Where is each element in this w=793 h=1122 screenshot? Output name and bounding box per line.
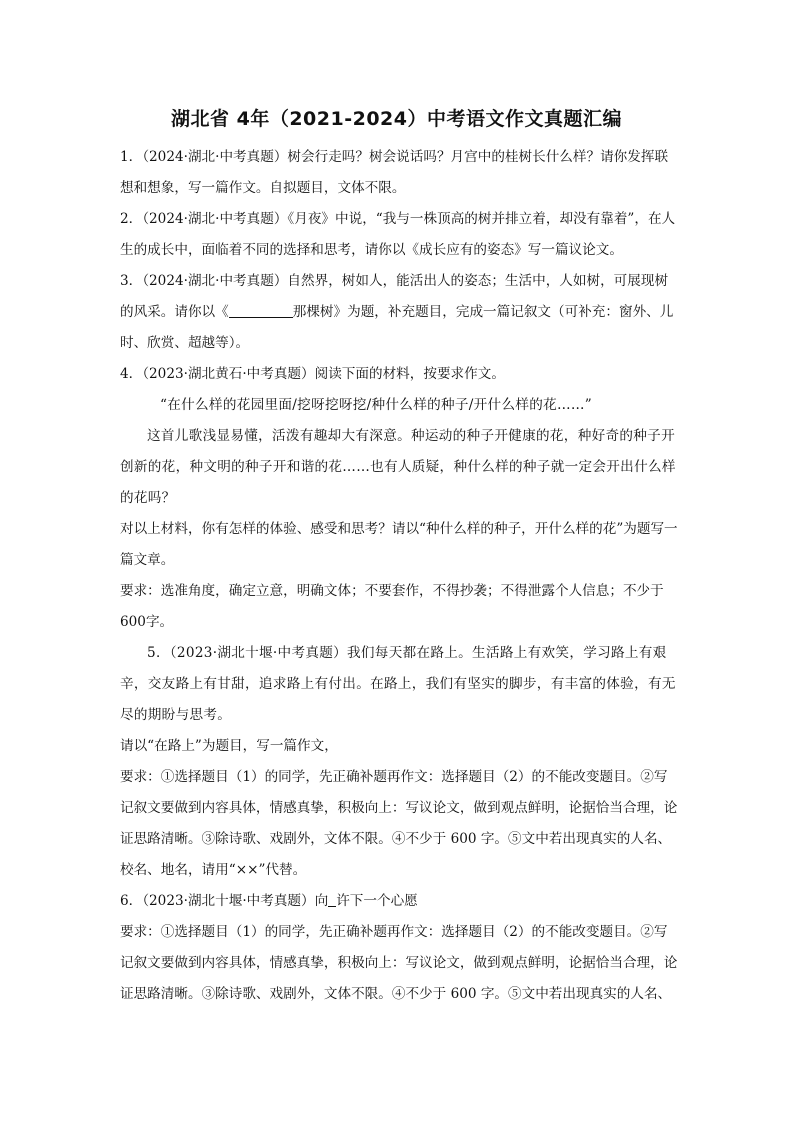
question-2: 2．（2024·湖北·中考真题）《月夜》中说，“我与一株顶高的树并排立着，却没有靠着”，在人生的成长中，面临着不同的选择和思考，请你以《成长应有的姿态》写一篇议论文。 (120, 211, 676, 258)
question-4-quote: “在什么样的花园里面/挖呀挖呀挖/种什么样的种子/开什么样的花……” (160, 397, 593, 413)
question-6-after: 许下一个心愿 (336, 893, 418, 909)
question-6 (120, 886, 680, 917)
question-5-material: 5．（2023·湖北十堰·中考真题）我们每天都在路上。生活路上有欢笑，学习路上有艰辛，交友路上有甘甜，追求路上有付出。在路上，我们有坚实的脚步，有丰富的体验，有无尽的期盼与思考。 (120, 645, 676, 723)
question-1: 1．（2024·湖北·中考真题）树会行走吗？树会说话吗？月宫中的桂树长什么样？请你发挥联想和想象，写一篇作文。自拟题目，文体不限。 (120, 149, 669, 196)
question-4-requirements: 要求：选准角度，确定立意，明确文体；不要套作，不得抄袭；不得泄露个人信息；不少于600字。 (120, 583, 664, 630)
question-4-prompt: 对以上材料，你有怎样的体验、感受和思考？请以“种什么样的种子，开什么样的花”为题写一篇文章。 (120, 521, 678, 568)
question-3 (120, 266, 680, 359)
question-5-prompt: 请以“在路上”为题目，写一篇作文， (120, 738, 338, 754)
question-4-heading: 4．（2023·湖北黄石·中考真题）阅读下面的材料，按要求作文。 (120, 366, 505, 382)
fill-blank (229, 303, 293, 318)
question-6-requirements: 要求：①选择题目（1）的同学，先正确补题再作文：选择题目（2）的不能改变题目。②写记叙文要做到内容具体，情感真挚，积极向上：写议论文，做到观点鲜明，论据恰当合理，论证思路清晰。③除诗歌、戏剧外，文体不限。④不少于 600 字。⑤文中若出现真实的人名、 (120, 924, 678, 1002)
question-4-material: 这首儿歌浅显易懂，活泼有趣却大有深意。种运动的种子开健康的花，种好奇的种子开创新的花，种文明的种子开和谐的花……也有人质疑，种什么样的种子就一定会开出什么样的花吗？ (120, 428, 676, 506)
question-3-before: 3．（2024·湖北·中考真题）自然界，树如人，能活出人的姿态；生活中，人如树，可展现树的风采。请你以《 (120, 273, 669, 320)
document-body (120, 142, 680, 1010)
question-3-after: 那棵树》为题，补充题目，完成一篇记叙文（可补充：窗外、儿时、欣赏、超越等）。 (120, 304, 674, 351)
question-5-requirements: 要求：①选择题目（1）的同学，先正确补题再作文：选择题目（2）的不能改变题目。②写记叙文要做到内容具体，情感真挚，积极向上：写议论文，做到观点鲜明，论据恰当合理，论证思路清晰。③除诗歌、戏剧外，文体不限。④不少于 600 字。⑤文中若出现真实的人名、校名、地名，请用“××”代替。 (120, 769, 678, 878)
document-title: 湖北省 4年（2021-2024）中考语文作文真题汇编 (171, 108, 622, 130)
question-6-before: 6．（2023·湖北十堰·中考真题）向 (120, 893, 329, 909)
